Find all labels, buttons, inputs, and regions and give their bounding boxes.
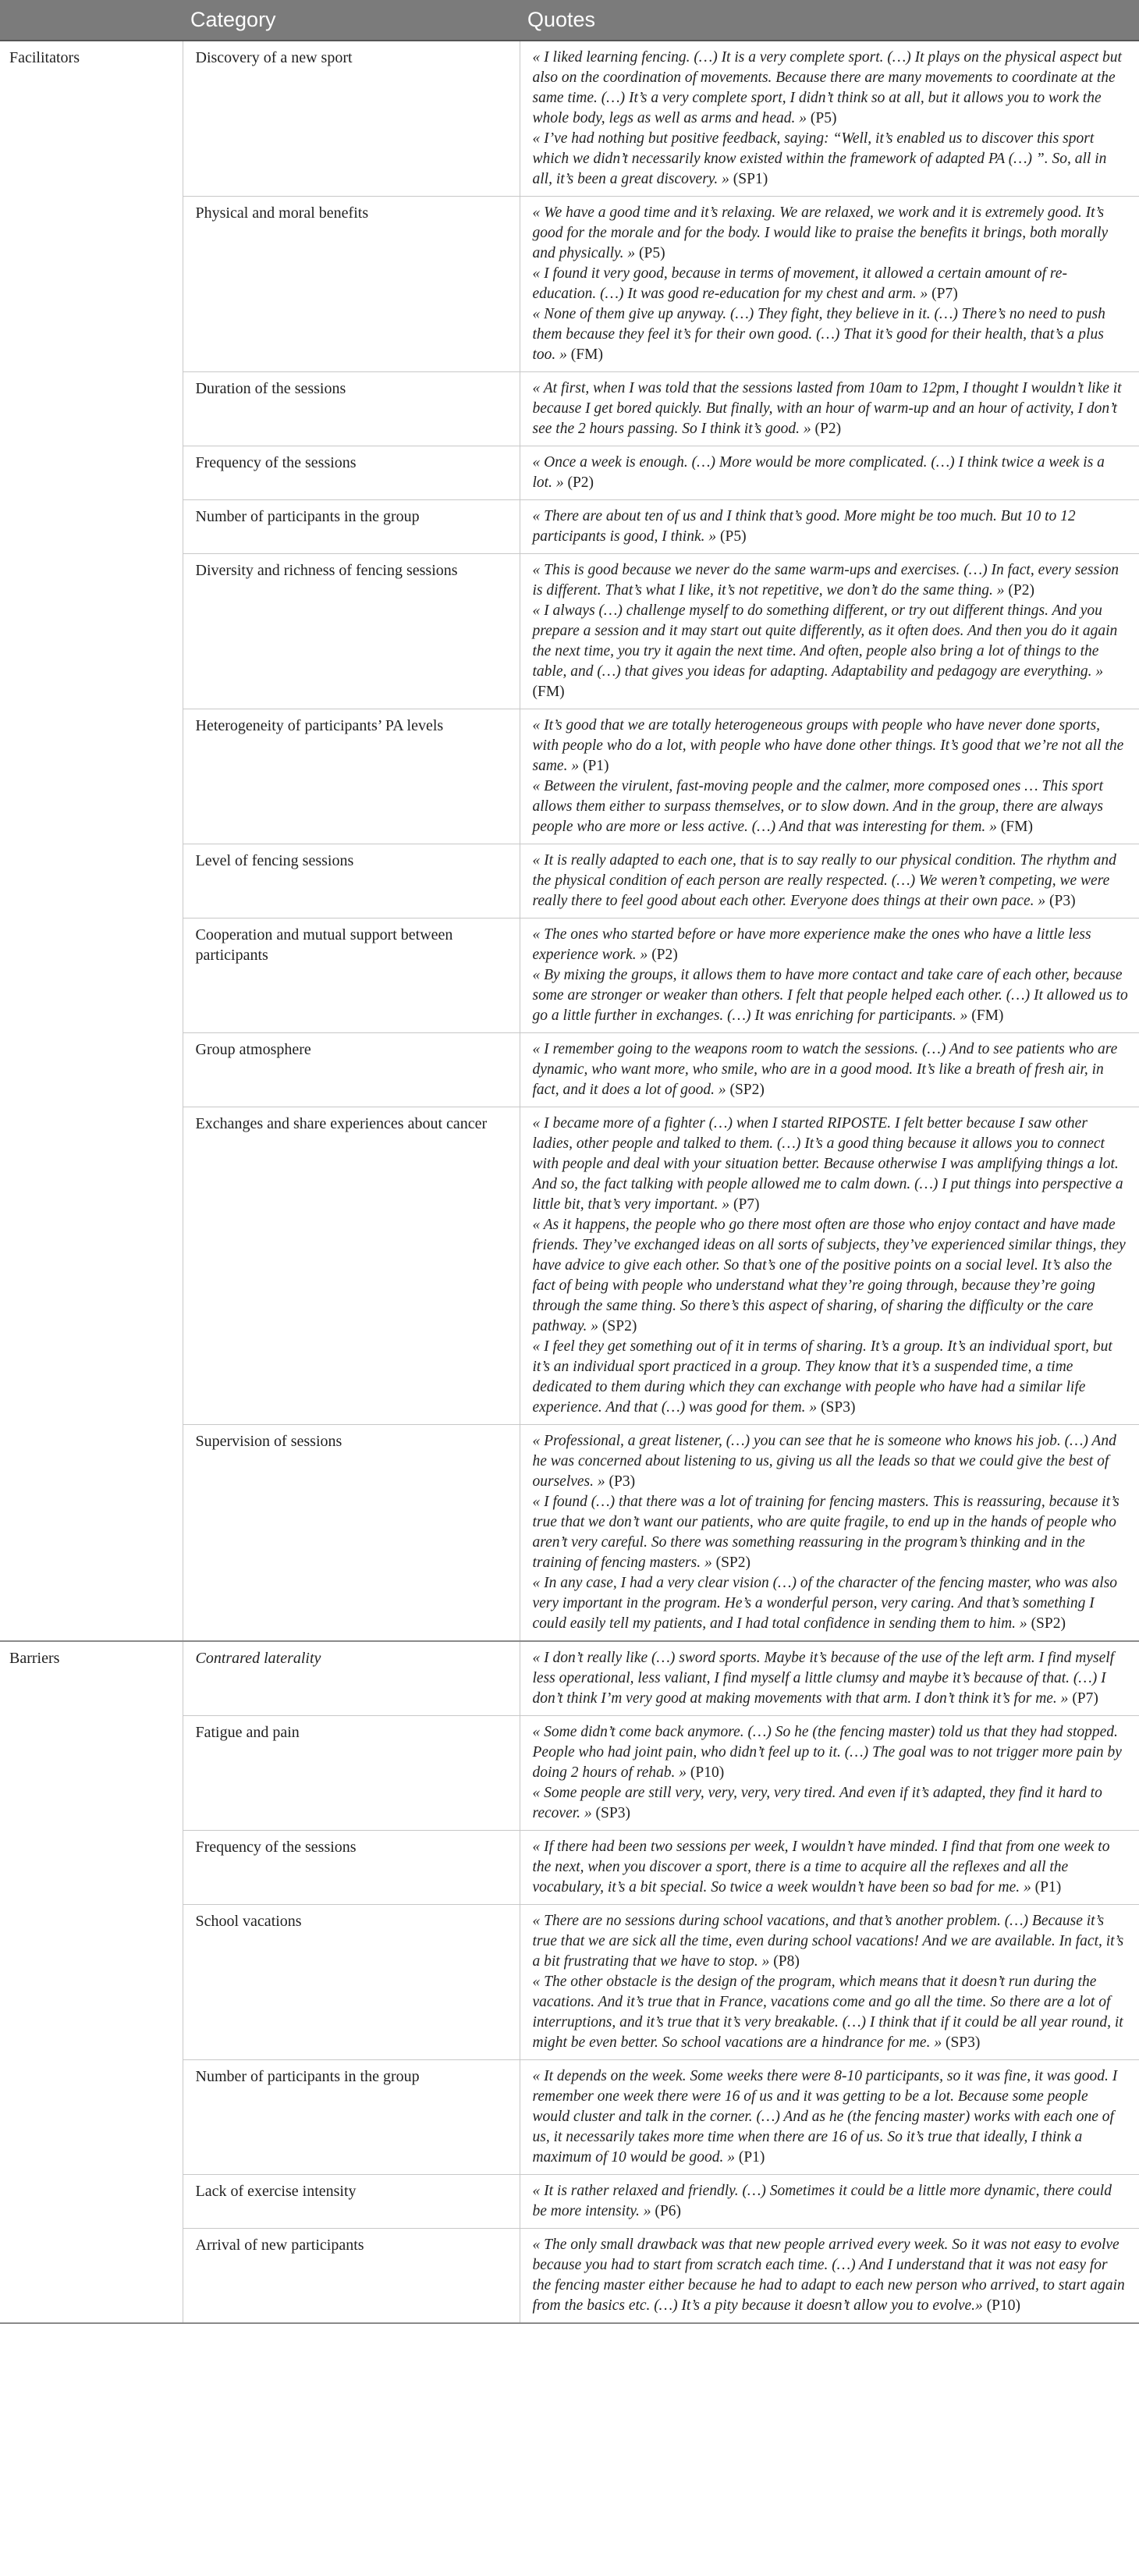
quote-text: « It is really adapted to each one, that is to say really to our physical condition. The rhythm and the physical condition of each person are really respected. (…) We weren’t competing, we were really there to feel good about each other. Everyone does things at their own pace. »: [532, 852, 1116, 909]
category-cell: Diversity and richness of fencing sessions: [183, 554, 520, 709]
quote-source: (P10): [986, 2297, 1021, 2314]
quotes-cell: [520, 709, 1139, 844]
category-cell: Physical and moral benefits: [183, 197, 520, 372]
quotes-cell: [520, 1905, 1139, 2060]
quotes-cell: [520, 1033, 1139, 1107]
quote-text: « Professional, a great listener, (…) you can see that he is someone who knows his job. (…) And he was concerned about listening to us, giving us all the leads so that we could give the best of ourselves. »: [532, 1433, 1116, 1490]
quote-source: (P5): [720, 528, 747, 545]
quotes-cell: [520, 500, 1139, 554]
quote: [533, 2066, 1129, 2168]
quote-source: (P1): [1034, 1879, 1062, 1896]
quote: [533, 1337, 1129, 1418]
group-label: Barriers: [0, 1641, 183, 2323]
quote-text: « Some didn’t come back anymore. (…) So he (the fencing master) told us that they had stopped. People who had joint pain, who didn’t feel up to it. (…) The goal was to not trigger more pain by doing 2 hours of rehab. »: [532, 1724, 1122, 1781]
quote-text: « The ones who started before or have more experience make the ones who have a little less experience work. »: [532, 926, 1091, 963]
quote-source: (P7): [1072, 1690, 1098, 1707]
quote-text: « I became more of a fighter (…) when I started RIPOSTE. I felt better because I saw other ladies, other people and talked to them. (…) It’s a good thing because it allows you to connect with people and deal with your situation better. Because otherwise I was amplifying things a lot. And so, the fact talking with people allowed me to calm down. (…) I put things into perspective a little bit, that’s very important. »: [532, 1115, 1123, 1213]
quote-source: (FM): [532, 684, 565, 700]
quote: [533, 716, 1129, 776]
category-cell: Contrared laterality: [183, 1641, 520, 1716]
quote-source: (SP3): [821, 1399, 856, 1416]
quote: [533, 2181, 1129, 2222]
quote: [533, 925, 1129, 965]
quote-text: « I always (…) challenge myself to do something different, or try out different things. And you prepare a session and it may start out quite differently, as it often does. And then you do it again the next time, you try it again the next time. And often, people also bring a lot of things to the table, and (…) that gives you ideas for adapting. Adaptability and pedagogy are everything. »: [532, 602, 1118, 680]
header-quotes: Quotes: [520, 0, 1139, 41]
quote: [533, 601, 1129, 702]
group-label: Facilitators: [0, 41, 183, 1641]
quote-text: « I found (…) that there was a lot of training for fencing masters. This is reassuring, because it’s true that we don’t want our patients, who are quite fragile, to end up in the hands of people who aren’t very careful. So there was something reassuring in the program’s thinking and in the training of fencing masters. »: [532, 1494, 1119, 1571]
quote-source: (FM): [570, 346, 603, 363]
quote-source: (SP3): [945, 2034, 981, 2051]
category-cell: Heterogeneity of participants’ PA levels: [183, 709, 520, 844]
quote: [533, 776, 1129, 837]
quote-text: « It is rather relaxed and friendly. (…) Sometimes it could be a little more dynamic, there could be more intensity. »: [532, 2183, 1112, 2219]
quote: [533, 1911, 1129, 1972]
category-cell: Number of participants in the group: [183, 2060, 520, 2175]
quote-source: (P3): [609, 1473, 636, 1490]
category-cell: Exchanges and share experiences about cancer: [183, 1107, 520, 1425]
quote-source: (P6): [655, 2203, 681, 2219]
quote-source: (P2): [651, 947, 678, 963]
category-cell: Group atmosphere: [183, 1033, 520, 1107]
quotes-cell: [520, 918, 1139, 1033]
quote-text: « This is good because we never do the same warm-ups and exercises. (…) In fact, every session is different. That’s what I like, it’s not repetitive, we don’t do the same thing. »: [532, 562, 1119, 599]
quote-source: (FM): [1000, 819, 1033, 835]
quote: [533, 560, 1129, 601]
quote-source: (P8): [773, 1953, 800, 1970]
quote-text: « None of them give up anyway. (…) They fight, they believe in it. (…) There’s no need to push them because they feel it’s for their own good. (…) That it’s good for their health, that’s a plus too. »: [532, 306, 1105, 363]
quote: [533, 378, 1129, 439]
quote-text: « There are about ten of us and I think that’s good. More might be too much. But 10 to 12 participants is good, I think. »: [532, 508, 1076, 545]
quote-source: (SP2): [1031, 1615, 1066, 1632]
quote-text: « I found it very good, because in terms of movement, it allowed a certain amount of re-education. (…) It was good re-education for my chest and arm. »: [532, 265, 1067, 302]
quote-text: « The other obstacle is the design of the program, which means that it doesn’t run during the vacations. And it’s true that in France, vacations come and go all the time. So there are a lot of interruptions, and it’s true that it’s very breakable. (…) I think that if it could be all year round, it might be even better. So school vacations are a hindrance for me. »: [532, 1974, 1123, 2051]
quote-source: (P10): [690, 1764, 725, 1781]
quote-text: « It’s good that we are totally heterogeneous groups with people who have never done sports, with people who do a lot, with people who have done other things. It’s good that we’re not all the same. »: [532, 717, 1124, 774]
category-cell: Frequency of the sessions: [183, 1831, 520, 1905]
quote-source: (SP2): [601, 1318, 637, 1334]
quote-source: (FM): [971, 1007, 1004, 1024]
header-category: Category: [183, 0, 520, 41]
category-cell: Number of participants in the group: [183, 500, 520, 554]
quotes-cell: [520, 2175, 1139, 2229]
quote: [533, 1837, 1129, 1898]
quote-text: « If there had been two sessions per week, I wouldn’t have minded. I find that from one week to the next, when you discover a sport, there is a time to acquire all the reflexes and all the vocabulary, it’s a bit special. So twice a week wouldn’t have been so bad for me. »: [532, 1839, 1110, 1896]
table-body: [0, 41, 1139, 2323]
quote-text: « I feel they get something out of it in terms of sharing. It’s a group. It’s an individual sport, but it’s an individual sport practiced in a group. They know that it’s a suspended time, a time dedicated to them during which they can exchange with people who have had a similar life experience. And that (…) was good for them. »: [532, 1338, 1112, 1416]
quote: [533, 1722, 1129, 1783]
category-cell: Duration of the sessions: [183, 372, 520, 446]
quote-text: « There are no sessions during school vacations, and that’s another problem. (…) Because it’s true that we are sick all the time, even during school vacations! And we are available. In fact, it’s a bit frustrating that we have to stop. »: [532, 1913, 1124, 1970]
quote-source: (SP3): [595, 1805, 630, 1821]
quote-source: (P1): [582, 758, 609, 774]
quote: [533, 453, 1129, 493]
category-cell: Lack of exercise intensity: [183, 2175, 520, 2229]
quote-source: (P1): [738, 2149, 765, 2166]
quote-text: « As it happens, the people who go there most often are those who enjoy contact and have made friends. They’ve exchanged ideas on all sorts of subjects, they’ve experienced similar things, they have advice to give each other. So that’s one of the positive points on a social level. It’s also the fact of being with people who understand what they’re going through, because they’re going through the same thing. So there’s this aspect of sharing, of sharing the difficulty or the care pathway. »: [532, 1217, 1126, 1334]
quote: [533, 1783, 1129, 1824]
quote-source: (P5): [810, 110, 837, 126]
category-cell: School vacations: [183, 1905, 520, 2060]
quotes-cell: [520, 2229, 1139, 2324]
quote: [533, 203, 1129, 264]
quote-text: « I’ve had nothing but positive feedback, saying: “Well, it’s enabled us to discover this sport which we didn’t necessarily know existed within the framework of adapted PA (…) ”. So, all in all, it’s been a great discovery. »: [532, 130, 1107, 187]
quote: [533, 304, 1129, 365]
table-row: [0, 1641, 1139, 1716]
quote: [533, 851, 1129, 911]
quote: [533, 1431, 1129, 1492]
quotes-cell: [520, 41, 1139, 197]
quote: [533, 506, 1129, 547]
quote: [533, 1648, 1129, 1709]
quote-source: (P7): [931, 286, 958, 302]
quote-source: (P2): [814, 421, 842, 437]
quote: [533, 1039, 1129, 1100]
quotes-cell: [520, 1831, 1139, 1905]
quote-source: (SP2): [729, 1082, 765, 1098]
quote-text: « Some people are still very, very, very, very tired. And even if it’s adapted, they find it hard to recover. »: [532, 1785, 1102, 1821]
quotes-cell: [520, 446, 1139, 500]
quote-text: « Between the virulent, fast-moving people and the calmer, more composed ones … This sport allows them either to surpass themselves, or to slow down. And in the group, there are always people who are more or less active. (…) And that was interesting for them. »: [532, 778, 1103, 835]
quotes-cell: [520, 1641, 1139, 1716]
quote-source: (P7): [733, 1196, 760, 1213]
quote-source: (SP2): [715, 1554, 751, 1571]
quote-text: « In any case, I had a very clear vision (…) of the character of the fencing master, who was also very important in the program. He’s a wonderful person, very caring. And that’s something I could easily tell my patients, and I had total confidence in sending them to him. »: [532, 1575, 1118, 1632]
quote-source: (P5): [638, 245, 665, 261]
quote-text: « We have a good time and it’s relaxing. We are relaxed, we work and it is extremely good. It’s good for the morale and for the body. I would like to praise the benefits it brings, both morally and physically. »: [532, 204, 1109, 261]
quote: [533, 48, 1129, 129]
quote: [533, 2235, 1129, 2316]
quote-source: (P2): [567, 474, 594, 491]
quotes-cell: [520, 372, 1139, 446]
quotes-cell: [520, 844, 1139, 918]
quotes-cell: [520, 197, 1139, 372]
quote-source: (P2): [1008, 582, 1034, 599]
category-cell: Cooperation and mutual support between participants: [183, 918, 520, 1033]
quote-text: « I liked learning fencing. (…) It is a very complete sport. (…) It plays on the physical aspect but also on the coordination of movements. Because there are many movements to coordinate at the same time. (…) It’s a very complete sport, I didn’t think so at all, but it allows you to work the whole body, legs as well as arms and head. »: [532, 49, 1122, 126]
quote: [533, 1215, 1129, 1337]
quote: [533, 129, 1129, 190]
quote-source: (P3): [1049, 893, 1076, 909]
quote-text: « By mixing the groups, it allows them to have more contact and take care of each other, because some are stronger or weaker than others. I felt that people helped each other. (…) It allowed us to go a little further in exchanges. (…) It was enriching for participants. »: [532, 967, 1128, 1024]
quotes-cell: [520, 2060, 1139, 2175]
quote-text: « At first, when I was told that the sessions lasted from 10am to 12pm, I thought I wouldn’t like it because I get bored quickly. But finally, with an hour of warm-up and an hour of activity, I don’t see the 2 hours passing. So I think it’s good. »: [532, 380, 1122, 437]
quotes-cell: [520, 1716, 1139, 1831]
quote: [533, 1114, 1129, 1215]
quotes-cell: [520, 1425, 1139, 1642]
quote: [533, 1972, 1129, 2053]
quotes-cell: [520, 1107, 1139, 1425]
category-cell: Arrival of new participants: [183, 2229, 520, 2324]
header-group: [0, 0, 183, 41]
quote-text: « The only small drawback was that new people arrived every week. So it was not easy to evolve because you had to start from scratch each time. (…) And I understand that it was not easy for the fencing master either because he had to adapt to each new person who arrived, to start again from the basics etc. (…) It’s a pity because it doesn’t allow you to evolve.»: [532, 2237, 1125, 2314]
category-cell: Discovery of a new sport: [183, 41, 520, 197]
quotes-cell: [520, 554, 1139, 709]
quote-text: « Once a week is enough. (…) More would be more complicated. (…) I think twice a week is a lot. »: [532, 454, 1105, 491]
category-cell: Level of fencing sessions: [183, 844, 520, 918]
quote: [533, 1492, 1129, 1573]
quote: [533, 1573, 1129, 1634]
category-cell: Frequency of the sessions: [183, 446, 520, 500]
category-cell: Fatigue and pain: [183, 1716, 520, 1831]
quote-text: « I remember going to the weapons room to watch the sessions. (…) And to see patients who are dynamic, who want more, who smile, who are in a good mood. It’s like a breath of fresh air, in fact, and it does a lot of good. »: [532, 1041, 1118, 1098]
quote: [533, 965, 1129, 1026]
quote: [533, 264, 1129, 304]
quote-text: « It depends on the week. Some weeks there were 8-10 participants, so it was fine, it was good. I remember one week there were 16 of us and it was getting to be a lot. Because some people would cluster and talk in the corner. (…) And as he (the fencing master) works with each one of us, it necessarily takes more time when there are 16 of us. So it’s true that ideally, I think a maximum of 10 would be good. »: [532, 2068, 1118, 2166]
quote-text: « I don’t really like (…) sword sports. Maybe it’s because of the use of the left arm. I find myself less operational, less valiant, I find myself a little clumsy and maybe it’s because of that. (…) I don’t think I’m very good at making movements with that arm. I don’t think it’s for me. »: [532, 1650, 1115, 1707]
table-row: [0, 41, 1139, 197]
quote-source: (SP1): [733, 171, 768, 187]
category-cell: Supervision of sessions: [183, 1425, 520, 1642]
header-row: [0, 0, 1139, 41]
